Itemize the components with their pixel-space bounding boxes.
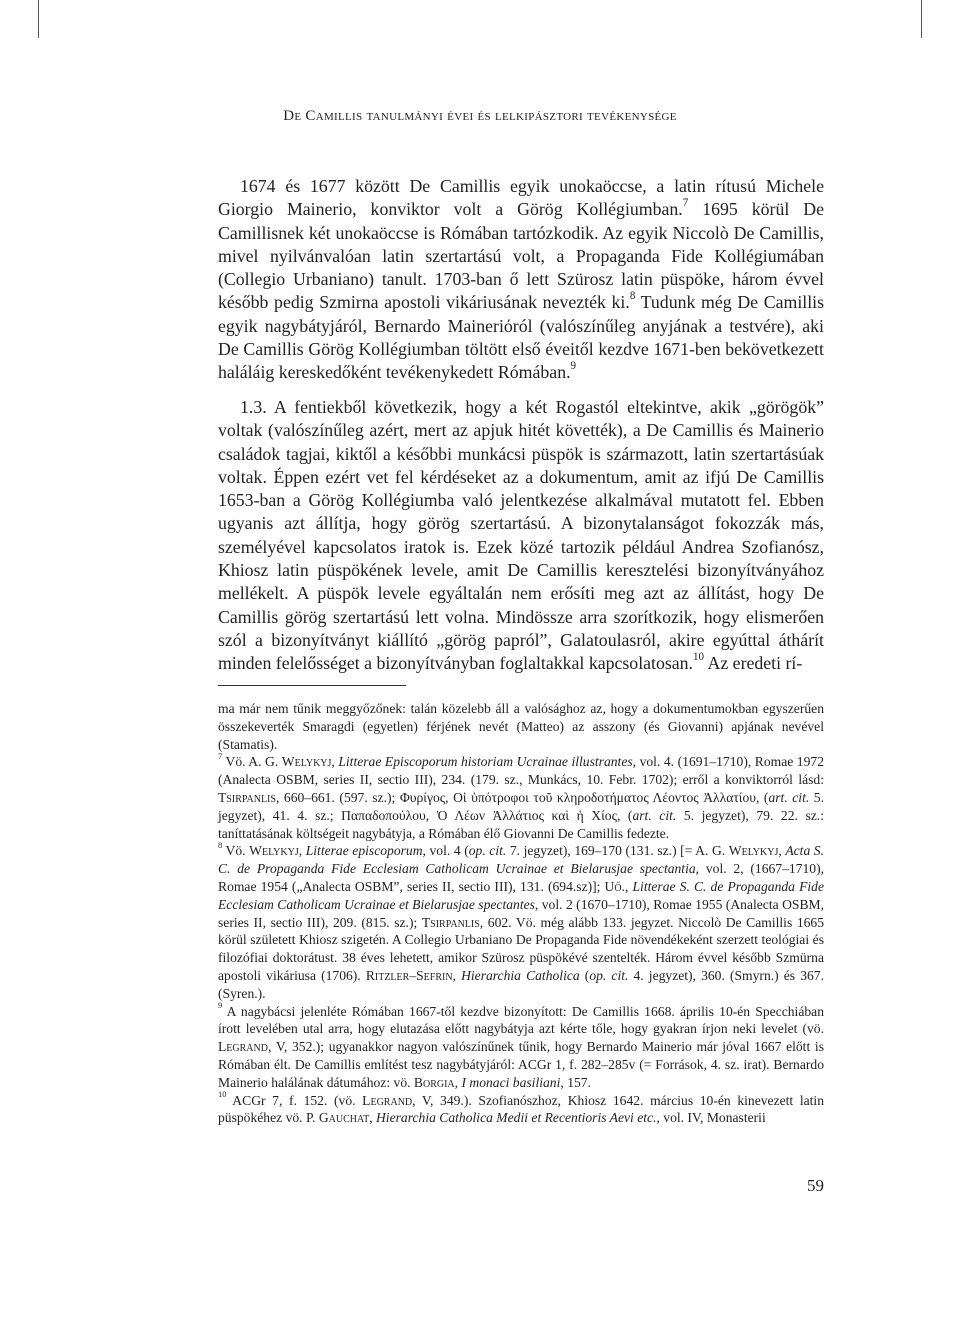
fn7-text: 5. jegyzet), 41. 4. sz.; Παπαδοπούλου, Ὁ Λέων Ἀλλάτιος καὶ ἡ Χίος, ( — [218, 789, 824, 823]
fn8-author: Welykyj — [249, 843, 299, 859]
fn10-text: , — [369, 1110, 376, 1126]
fn8-text: , — [298, 843, 306, 859]
footnote-ref-8[interactable]: 8 — [629, 290, 636, 303]
fn9-text: , — [454, 1074, 462, 1090]
fn8-title: Acta S. C. de Propaganda Fide Ecclesiam Catholicam Ucrainae et Bielarusjae spectantia — [218, 843, 824, 877]
footnote-8 — [218, 842, 824, 1002]
footnote-10-number: 10 — [218, 1089, 227, 1100]
fn8-author: Uő. — [604, 878, 625, 894]
paragraph-1 — [218, 175, 824, 385]
fn7-text: , vol. 4. (1691–1710), Romae 1972 (Analecta OSBM, series II, sectio III), 234. (179. sz., Munkács, 10. Febr. 1702); erről a konviktorról lásd: — [218, 754, 824, 788]
paragraph-2 — [218, 396, 824, 676]
fn8-title: Litterae S. C. de Propaganda Fide Ecclesiam Catholicam Ucrainae et Bielarusjae spectantes — [218, 878, 824, 912]
fn9-text: , V, 352.); ugyanakkor nagyon valószínűnek tűnik, hogy Bernardo Mainerio már jóval 1667 előtt is Rómában élt. De Camillis említést tesz nagybátyjáról: ACGr 1, f. 282–285v (= Források, 4. sz. irat). Bernardo Mainerio halálának dátumához: vö. — [218, 1039, 824, 1090]
paragraph-1-text — [218, 175, 824, 385]
fn8-text: 4. jegyzet), 360. (Smyrn.) és 367. (Syren.). — [218, 967, 824, 1001]
fn8-text: 7. jegyzet), 169–170 (131. sz.) [= A. G. — [506, 843, 729, 859]
fn8-text: ( — [579, 967, 590, 983]
fn8-title: Litterae episcoporum — [305, 843, 423, 859]
fn10-text: , vol. IV, Monasterii — [656, 1110, 766, 1126]
crop-mark-right — [921, 0, 922, 38]
paragraph-2-text — [218, 396, 824, 676]
footnote-10 — [218, 1089, 824, 1128]
fn7-text: 5. jegyzet), 79. 22. sz.: taníttatásának költségeit nagybátyja, a Rómában élő Giovanni De Camillis fedezte. — [218, 807, 824, 841]
crop-mark-left — [38, 0, 39, 38]
footnote-continuation: ma már nem tűnik meggyőzőnek: talán közelebb áll a valósághoz az, hogy a dokumentumokban egyszerűen összekeverték Smaragdi (egyetlen) férjének nevét (Matteo) az asszony (és Giovanni) apjának nevével (Stamatis). — [218, 701, 824, 752]
running-head-text: De Camillis tanulmányi évei és lelkipásztori tevékenysége — [283, 108, 677, 124]
fn8-title: Hierarchia Catholica — [461, 967, 580, 983]
fn8-author: Tsirpanlis — [421, 914, 480, 930]
fn9-text: A nagybácsi jelenléte Rómában 1667-től kezdve bizonyított: De Camillis 1668. április 10-én Specchiában írott levelében utal arra, hogy elutazása előtt nagybátyja azt kérte tőle, hogy gyakran írjon neki levelet (vö. — [218, 1003, 824, 1037]
fn8-text: , 602. Vö. még alább 133. jegyzet. Niccolò De Camillis 1665 körül született Khiosz szigetén. A Collegio Urbaniano De Propaganda Fide növendékeként szerzett teológiai és filozófiai doktorátust. 38 éves lehetett, amikor Szürosz püspökévé szentelték. Három évvel később Szmürna apostoli vikáriusa (1706). — [218, 914, 825, 983]
footnote-7-number: 7 — [218, 751, 223, 762]
fn8-text: , vol. 4 ( — [422, 843, 469, 859]
fn7-text: , 660–661. (597. sz.); Φυρίγος, Οἱ ὑπότροφοι τοῦ κληροδοτήματος Λέοντος Ἀλλατίου, ( — [275, 789, 769, 805]
fn7-cit: art. cit. — [768, 789, 810, 805]
fn8-text: , — [624, 878, 633, 894]
fn10-text: ACGr 7, f. 152. (vö. — [226, 1092, 363, 1108]
fn10-author: Legrand — [362, 1092, 413, 1108]
fn8-cit: op. cit. — [468, 843, 507, 859]
fn8-text: , vol. 2, (1667–1710), Romae 1954 („Analecta OSBM”, series II, sectio III), 131. (694.sz)]; — [218, 861, 824, 894]
fn8-text: Vö. — [222, 843, 250, 859]
fn7-title: Litterae Episcoporum historiam Ucrainae illustrantes — [338, 754, 633, 770]
p1-part-a: 1674 és 1677 között De Camillis egyik unokaöccse, a latin rítusú Michele Giorgio Mainerio, konviktor volt a Görög Kollégiumban. — [218, 176, 824, 220]
fn7-author: Welykyj — [281, 754, 332, 770]
fn7-cit: art. cit. — [632, 807, 677, 823]
footnote-7 — [218, 753, 824, 842]
fn9-author: Borgia — [413, 1074, 455, 1090]
footnote-ref-7[interactable]: 7 — [682, 197, 689, 210]
page-number: 59 — [807, 1176, 824, 1195]
p1-part-c: Tudunk még De Camillis egyik nagybátyjáról, Bernardo Maineriόról (valószínűleg anyjának a testvére), aki De Camillis Görög Kollégiumban töltött első éveitől kezdve 1671-ben bekövetkezett haláláig kereskedőként tevékenykedett Rómában. — [218, 292, 825, 383]
footnote-ref-9[interactable]: 9 — [570, 360, 577, 373]
fn7-text: , — [331, 754, 339, 770]
p2-part-a: 1.3. A fentiekből következik, hogy a két Rogastól eltekintve, akik „görögök” voltak (valószínűleg azért, mert az apjuk hitét követték), a De Camillis és Mainerio családok tagjai, kiktől a későbbi munkácsi püspök is származott, latin szertartásúak voltak. Éppen ezért vet fel kérdéseket az a dokumentum, amit az ifjú De Camillis 1653-ban a Görög Kollégiumba való jelentkezése alkalmával mutatott fel. Ebben ugyanis azt állítja, hogy görög szertartású. A bizonytalanságot fokozzák más, személyével kapcsolatos iratok is. Ezek közé tartozik például Andrea Szofianósz, Khiosz latin püspökének levele, amit De Camillis keresztelési bizonyítványához mellékelt. A püspök levele egyáltalán nem erősíti meg azt az állítást, hogy De Camillis görög szertartású lett volna. Mindössze arra szorítkozik, hogy elismerően szól a bizonyítványt kiállító „görög papról”, Galatoulasról, akire egyúttal áthárít minden felelősséget a bizonyítványban foglaltakkal kapcsolatosan. — [218, 397, 824, 674]
running-head — [0, 108, 960, 125]
footnote-8-number: 8 — [218, 840, 223, 851]
footnote-separator — [218, 685, 406, 686]
footnotes — [218, 700, 824, 1127]
fn9-author: Legrand — [218, 1039, 268, 1055]
fn8-author: Ritzler–Sefrin — [365, 967, 453, 983]
p1-part-b: 1695 körül De Camillisnek két unokaöccse is Rómában tartózkodik. Az egyik Niccolò De Camillis, mivel nyilvánvalóan latin szertartású volt, a Propaganda Fide Kollégiumában (Collegio Urbaniano) tanult. 1703-ban ő lett Szürosz latin püspöke, három évvel később pedig Szmirna apostoli vikáriusának nevezték ki. — [218, 199, 824, 313]
fn8-text: , — [778, 843, 786, 859]
fn7-text: Vö. A. G. — [222, 754, 282, 770]
fn9-text: , 157. — [560, 1074, 591, 1090]
footnote-ref-10[interactable]: 10 — [693, 651, 705, 664]
fn8-author: Welykyj — [728, 843, 779, 859]
p2-part-b: Az eredeti rí- — [704, 653, 803, 674]
footnote-9-number: 9 — [218, 1000, 223, 1011]
fn8-text: , — [452, 967, 462, 983]
footnote-9 — [218, 1000, 824, 1092]
fn10-text: , V, 349.). Szofianószhoz, Khiosz 1642. március 10-én kinevezett latin püspökéhez vö. P. — [218, 1092, 824, 1126]
fn9-title: I monaci basiliani — [461, 1074, 561, 1090]
fn8-text: , vol. 2 (1670–1710), Romae 1955 (Analecta OSBM, series II, sectio III), 209. (815. sz.); — [218, 896, 824, 930]
fn8-cit: op. cit. — [589, 967, 629, 983]
fn7-author: Tsirpanlis — [218, 789, 276, 805]
fn10-author: Gauchat — [318, 1110, 370, 1126]
fn10-title: Hierarchia Catholica Medii et Recentioris Aevi etc. — [375, 1110, 657, 1126]
